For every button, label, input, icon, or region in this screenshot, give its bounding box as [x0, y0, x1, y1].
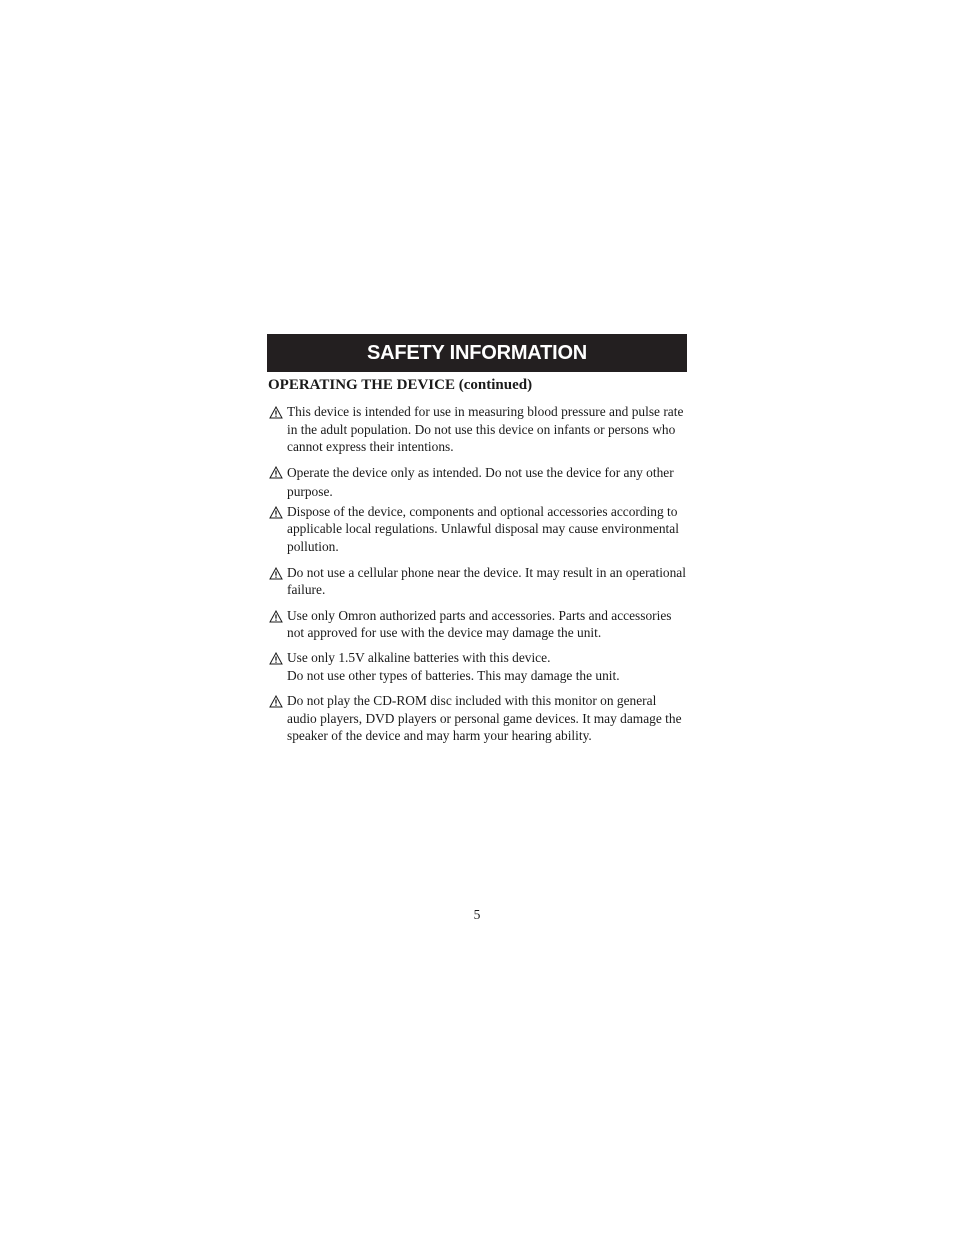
warning-item — [268, 564, 688, 599]
warning-triangle-icon — [269, 567, 283, 580]
warning-item — [268, 403, 688, 456]
section-title-bar — [267, 334, 687, 372]
section-heading: OPERATING THE DEVICE (continued) — [268, 377, 533, 393]
page-title: SAFETY INFORMATION — [366, 341, 588, 364]
warning-triangle-icon — [269, 652, 283, 665]
warning-item — [268, 649, 688, 684]
warning-item — [268, 463, 688, 501]
warning-list — [268, 403, 688, 745]
warning-text: Use only Omron authorized parts and accessories. Parts and accessories not approved for use with the device may damage the unit. — [287, 607, 672, 641]
warning-item — [268, 503, 688, 556]
warning-text: Do not use a cellular phone near the device. It may result in an operational failure. — [287, 564, 686, 598]
warning-text-line: Do not use other types of batteries. This may damage the unit. — [287, 667, 620, 683]
warning-item — [268, 607, 688, 642]
warning-triangle-icon — [269, 406, 283, 419]
warning-text: Dispose of the device, components and optional accessories according to applicable local regulations. Unlawful disposal may cause environmental pollution. — [287, 503, 679, 554]
warning-triangle-icon — [269, 695, 283, 708]
warning-triangle-icon — [269, 466, 283, 479]
warning-text: Do not play the CD-ROM disc included with this monitor on general audio players, DVD players or personal game devices. It may damage the speaker of the device and may harm your hearing ability. — [287, 693, 682, 744]
warning-item — [268, 692, 688, 745]
page-number: 5 — [473, 907, 481, 922]
warning-text-line: Use only 1.5V alkaline batteries with this device. — [287, 649, 551, 665]
warning-text: This device is intended for use in measuring blood pressure and pulse rate in the adult population. Do not use this device on infants or persons who cannot express their intentions. — [287, 404, 684, 455]
warning-triangle-icon — [269, 506, 283, 519]
warning-triangle-icon — [269, 610, 283, 623]
warning-text: Operate the device only as intended. Do not use the device for any other purpose. — [287, 464, 674, 499]
